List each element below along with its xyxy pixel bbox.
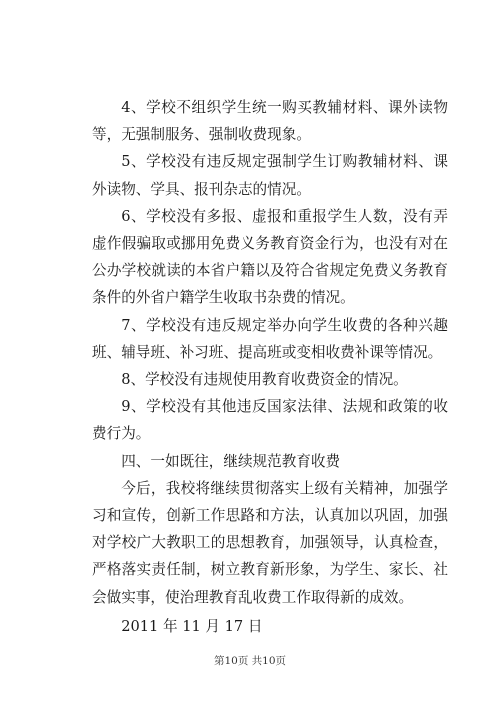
paragraph-item-8: 8、学校没有违规使用教育收费资金的情况。 xyxy=(121,371,408,389)
page-footer xyxy=(0,653,500,668)
paragraph-item-7: 7、学校没有违反规定举办向学生收费的各种兴趣班、辅导班、补习班、提高班或变相收费补课等情况。 xyxy=(92,316,448,361)
paragraph-item-4: 4、学校不组织学生统一购买教辅材料、课外读物等，无强制服务、强制收费现象。 xyxy=(92,99,448,144)
paragraph-item-6: 6、学校没有多报、虚报和重报学生人数，没有弄虚作假骗取或挪用免费义务教育资金行为，也没有对在公办学校就读的本省户籍以及符合省规定免费义务教育条件的外省户籍学生收取书杂费的情况。 xyxy=(92,207,448,307)
page-number: 第10页 共10页 xyxy=(213,655,287,667)
conclusion-paragraph: 今后，我校将继续贯彻落实上级有关精神，加强学习和宣传，创新工作思路和方法，认真加以巩固，加强对学校广大教职工的思想教育，加强领导，认真检查，严格落实责任制，树立教育新形象，为学生、家长、社会做实事，使治理教育乱收费工作取得新的成效。 xyxy=(92,479,448,606)
paragraph-item-9: 9、学校没有其他违反国家法律、法规和政策的收费行为。 xyxy=(92,398,448,443)
document-date: 2011 年 11 月 17 日 xyxy=(121,617,263,635)
paragraph-item-5: 5、学校没有违反规定强制学生订购教辅材料、课外读物、学具、报刊杂志的情况。 xyxy=(92,153,448,198)
section-heading: 四、一如既往，继续规范教育收费 xyxy=(121,452,341,470)
document-body xyxy=(92,94,448,640)
